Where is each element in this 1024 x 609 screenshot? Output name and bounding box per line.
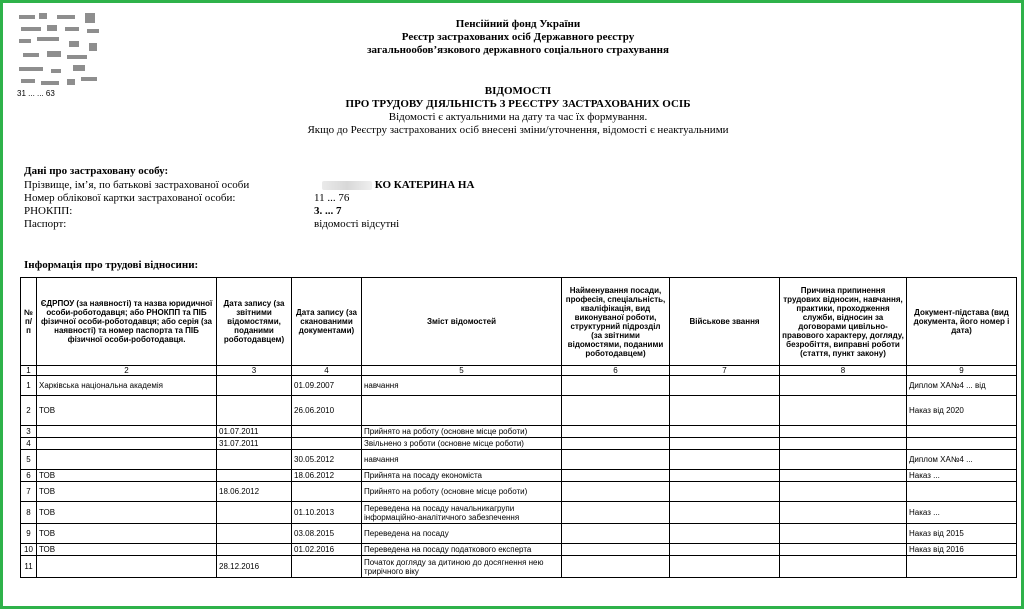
qr-code-icon — [17, 11, 107, 99]
scan-date-cell: 01.10.2013 — [292, 502, 362, 524]
scan-date-cell: 01.02.2016 — [292, 544, 362, 556]
header-org: Пенсійний фонд України — [455, 18, 581, 30]
report-date-cell — [217, 450, 292, 470]
document-cell: Наказ від 2016 — [907, 544, 1017, 556]
col-header: Військове звання — [670, 278, 780, 366]
scan-date-cell: 18.06.2012 — [292, 470, 362, 482]
col-header: Найменування посади, професія, спеціальність, кваліфікація, вид виконуваної роботи, структурний підрозділ (за звітними відомостями, поданими роботодавцем) — [562, 278, 670, 366]
employer-cell: ТОВ — [37, 482, 217, 502]
content-cell: Переведена на посаду начальникагрупи інформаційно-аналітичного забезпечення — [362, 502, 562, 524]
row-number: 11 — [21, 556, 37, 578]
rank-cell — [670, 544, 780, 556]
table-row — [21, 502, 1017, 524]
report-date-cell — [217, 524, 292, 544]
position-cell — [562, 438, 670, 450]
col-number: 6 — [562, 366, 670, 376]
row-number: 9 — [21, 524, 37, 544]
document-cell: Наказ ... — [907, 502, 1017, 524]
reason-cell — [780, 376, 907, 396]
employer-cell: ТОВ — [37, 502, 217, 524]
reason-cell — [780, 556, 907, 578]
reason-cell — [780, 426, 907, 438]
document-cell — [907, 438, 1017, 450]
doc-subtitle: ПРО ТРУДОВУ ДІЯЛЬНІСТЬ З РЕЄСТРУ ЗАСТРАХОВАНИХ ОСІБ — [345, 98, 691, 110]
header-insurance: загальнообов’язкового державного соціального страхування — [367, 44, 669, 56]
position-cell — [562, 470, 670, 482]
content-cell: Прийнято на роботу (основне місце роботи) — [362, 426, 562, 438]
person-rnokpp-value: 3. ... 7 — [314, 205, 342, 217]
position-cell — [562, 426, 670, 438]
employer-cell: ТОВ — [37, 544, 217, 556]
position-cell — [562, 524, 670, 544]
rank-cell — [670, 450, 780, 470]
position-cell — [562, 544, 670, 556]
rank-cell — [670, 376, 780, 396]
document-cell: Наказ від 2020 — [907, 396, 1017, 426]
col-number: 3 — [217, 366, 292, 376]
document-cell: Диплом ХА№4 ... — [907, 450, 1017, 470]
column-number-row — [21, 366, 1017, 376]
table-row — [21, 556, 1017, 578]
document-cell: Наказ від 2015 — [907, 524, 1017, 544]
person-card-value: 11 ... 76 — [314, 192, 350, 204]
reason-cell — [780, 544, 907, 556]
document-cell: Наказ ... — [907, 470, 1017, 482]
report-date-cell — [217, 502, 292, 524]
employment-table — [20, 277, 1017, 578]
rank-cell — [670, 470, 780, 482]
header-registry: Реєстр застрахованих осіб Державного реєстру — [401, 31, 635, 43]
person-rnokpp-label: РНОКПП: — [24, 205, 73, 217]
report-date-cell: 18.06.2012 — [217, 482, 292, 502]
employer-cell — [37, 556, 217, 578]
table-header-row — [21, 278, 1017, 366]
row-number: 8 — [21, 502, 37, 524]
content-cell: Прийнято на роботу (основне місце роботи) — [362, 482, 562, 502]
table-row — [21, 524, 1017, 544]
person-card-label: Номер облікової картки застрахованої особи: — [24, 192, 236, 204]
content-cell: навчання — [362, 376, 562, 396]
person-name-row — [24, 179, 475, 192]
document-cell — [907, 482, 1017, 502]
reason-cell — [780, 450, 907, 470]
person-passport-label: Паспорт: — [24, 218, 67, 230]
position-cell — [562, 450, 670, 470]
employer-cell: ТОВ — [37, 396, 217, 426]
row-number: 10 — [21, 544, 37, 556]
rank-cell — [670, 426, 780, 438]
content-cell: Переведена на посаду — [362, 524, 562, 544]
position-cell — [562, 396, 670, 426]
document-cell: Диплом ХА№4 ... від — [907, 376, 1017, 396]
scan-date-cell: 26.06.2010 — [292, 396, 362, 426]
table-row — [21, 426, 1017, 438]
row-number: 6 — [21, 470, 37, 482]
reason-cell — [780, 482, 907, 502]
col-header: Дата запису (за сканованими документами) — [292, 278, 362, 366]
report-date-cell — [217, 396, 292, 426]
scan-date-cell — [292, 556, 362, 578]
col-number: 2 — [37, 366, 217, 376]
employer-cell — [37, 426, 217, 438]
person-passport-value: відомості відсутні — [314, 218, 400, 230]
col-number: 4 — [292, 366, 362, 376]
position-cell — [562, 556, 670, 578]
col-header: Причина припинення трудових відносин, навчання, практики, проходження служби, відносин за договорами цивільно-правового характеру, догляду, безробіття, виправні роботи (стаття, пункт закону) — [780, 278, 907, 366]
row-number: 2 — [21, 396, 37, 426]
person-card-row — [24, 192, 350, 205]
employer-cell: ТОВ — [37, 470, 217, 482]
col-header: Зміст відомостей — [362, 278, 562, 366]
report-date-cell: 01.07.2011 — [217, 426, 292, 438]
person-name-value: КО КАТЕРИНА НА — [322, 179, 474, 192]
employer-cell: ТОВ — [37, 524, 217, 544]
col-number: 1 — [21, 366, 37, 376]
reason-cell — [780, 524, 907, 544]
row-number: 3 — [21, 426, 37, 438]
scan-date-cell — [292, 438, 362, 450]
doc-title: ВІДОМОСТІ — [484, 85, 552, 97]
content-cell: Звільнено з роботи (основне місце роботи) — [362, 438, 562, 450]
employer-cell — [37, 438, 217, 450]
report-date-cell — [217, 544, 292, 556]
col-header: ЄДРПОУ (за наявності) та назва юридичної особи-роботодавця; або РНОКПП та ПІБ фізичної особи-роботодавця; або серія (за наявності) та номер паспорта та ПІБ фізичної особи-роботодавця. — [37, 278, 217, 366]
col-number: 5 — [362, 366, 562, 376]
position-cell — [562, 482, 670, 502]
scan-date-cell — [292, 482, 362, 502]
col-number: 8 — [780, 366, 907, 376]
report-date-cell — [217, 470, 292, 482]
rank-cell — [670, 524, 780, 544]
table-row — [21, 470, 1017, 482]
qr-caption: 31 ... ... 63 — [17, 89, 55, 98]
reason-cell — [780, 438, 907, 450]
rank-cell — [670, 502, 780, 524]
reason-cell — [780, 396, 907, 426]
scan-date-cell: 01.09.2007 — [292, 376, 362, 396]
scan-date-cell: 03.08.2015 — [292, 524, 362, 544]
report-date-cell: 31.07.2011 — [217, 438, 292, 450]
col-header: Документ-підстава (вид документа, його номер і дата) — [907, 278, 1017, 366]
person-heading: Дані про застраховану особу: — [24, 165, 169, 177]
row-number: 1 — [21, 376, 37, 396]
rank-cell — [670, 482, 780, 502]
scan-date-cell — [292, 426, 362, 438]
content-cell — [362, 396, 562, 426]
table-row — [21, 544, 1017, 556]
doc-note-actual: Відомості є актуальними на дату та час їх формування. — [388, 111, 648, 123]
person-rnokpp-row — [24, 205, 342, 218]
document-cell — [907, 426, 1017, 438]
scan-date-cell: 30.05.2012 — [292, 450, 362, 470]
reason-cell — [780, 502, 907, 524]
row-number: 7 — [21, 482, 37, 502]
document-cell — [907, 556, 1017, 578]
employment-heading: Інформація про трудові відносини: — [24, 259, 199, 271]
col-header: № п/п — [21, 278, 37, 366]
rank-cell — [670, 556, 780, 578]
content-cell: навчання — [362, 450, 562, 470]
col-number: 7 — [670, 366, 780, 376]
col-header: Дата запису (за звітними відомостями, поданими роботодавцем) — [217, 278, 292, 366]
position-cell — [562, 502, 670, 524]
table-row — [21, 482, 1017, 502]
report-date-cell: 28.12.2016 — [217, 556, 292, 578]
employer-cell — [37, 450, 217, 470]
doc-note-changes: Якщо до Реєстру застрахованих осіб внесені зміни/уточнення, відомості є неактуальними — [307, 124, 729, 136]
table-row — [21, 450, 1017, 470]
rank-cell — [670, 438, 780, 450]
row-number: 5 — [21, 450, 37, 470]
content-cell: Початок догляду за дитиною до досягнення нею трирічного віку — [362, 556, 562, 578]
content-cell: Переведена на посаду податкового експерта — [362, 544, 562, 556]
employer-cell: Харківська національна академія — [37, 376, 217, 396]
report-date-cell — [217, 376, 292, 396]
position-cell — [562, 376, 670, 396]
table-row — [21, 438, 1017, 450]
row-number: 4 — [21, 438, 37, 450]
table-row — [21, 396, 1017, 426]
reason-cell — [780, 470, 907, 482]
person-passport-row — [24, 218, 400, 231]
person-name-label: Прізвище, ім’я, по батькові застрахованої особи — [24, 179, 250, 191]
col-number: 9 — [907, 366, 1017, 376]
table-row — [21, 376, 1017, 396]
content-cell: Прийнята на посаду економіста — [362, 470, 562, 482]
rank-cell — [670, 396, 780, 426]
